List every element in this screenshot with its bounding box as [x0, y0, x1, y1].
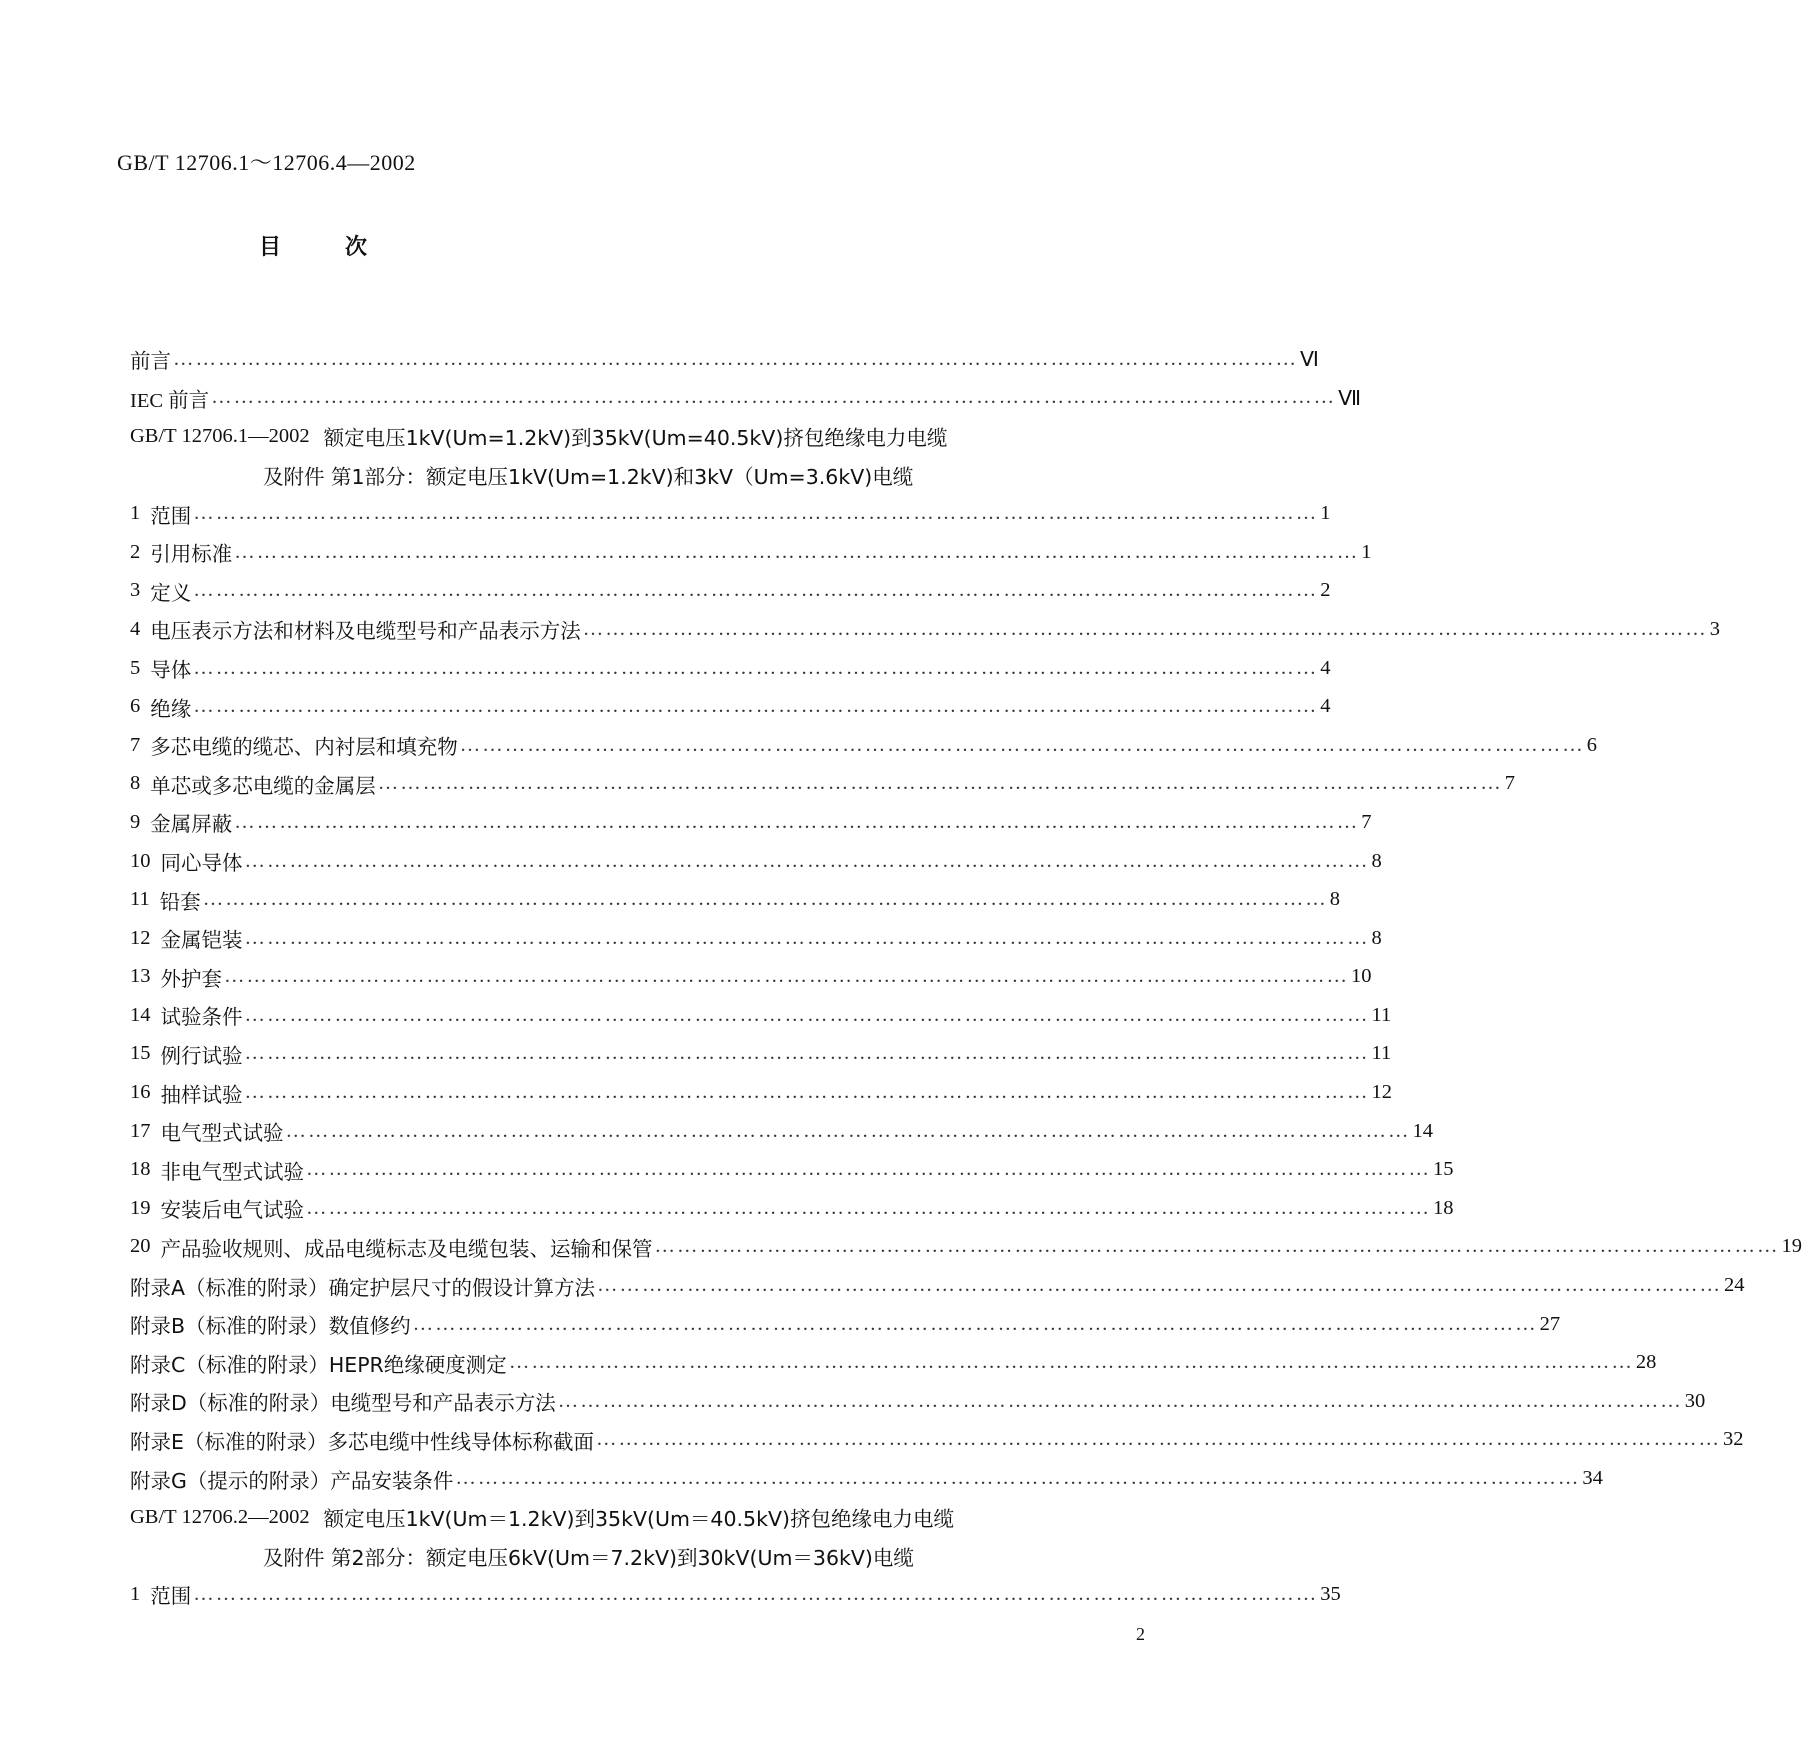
toc-entry-label: 铅套: [159, 889, 201, 914]
toc-entry[interactable]: [130, 1150, 1454, 1189]
toc-entry-number: 17: [130, 1119, 151, 1142]
toc-entry-number: 11: [130, 888, 150, 911]
toc-entry[interactable]: [130, 494, 1331, 533]
toc-entry-label: 产品验收规则、成品电缆标志及电缆包装、运输和保管: [160, 1236, 653, 1261]
toc-entry-label: 产品安装条件: [330, 1468, 454, 1493]
part2-standard-number: GB/T 12706.2—2002: [130, 1505, 310, 1528]
part1-subheading: [130, 456, 1120, 495]
toc-entry-number: 2: [130, 540, 141, 563]
toc-entry[interactable]: [130, 572, 1331, 611]
toc-entry-number: 5: [130, 656, 141, 679]
toc-entry-page: 18: [1433, 1196, 1454, 1219]
toc-entry-page: 15: [1433, 1158, 1454, 1181]
leader-dots: ……………………………………………………………………………………………………………………………………: [224, 965, 1349, 988]
toc-entry-number: 14: [130, 1003, 151, 1026]
part1-subtitle: 及附件 第1部分：额定电压1kV(Um=1.2kV)和3kV（Um=3.6kV)电缆: [263, 465, 914, 490]
toc-entry-page: 30: [1684, 1389, 1706, 1412]
leader-dots: ……………………………………………………………………………………………………………………………………: [244, 926, 1370, 949]
toc-entry-label: 引用标准: [150, 542, 233, 567]
toc-entry[interactable]: [130, 1575, 1341, 1614]
toc-entry-number: 18: [130, 1158, 151, 1181]
leader-dots: ……………………………………………………………………………………………………………………………………: [193, 695, 1319, 718]
toc-appendix-entry[interactable]: [130, 1343, 1657, 1382]
toc-entry-number: 1: [130, 1582, 141, 1605]
toc-entry-label: 多芯电缆中性线导体标称截面: [327, 1429, 594, 1454]
toc-entry-page: 3: [1709, 617, 1720, 640]
document-id: GB/T 12706.1～12706.4—2002: [117, 150, 416, 175]
toc-entry-page: 12: [1371, 1081, 1392, 1104]
toc-entry-page: 28: [1635, 1351, 1657, 1374]
toc-entry-label: HEPR绝缘硬度测定: [328, 1352, 507, 1377]
toc-title-char-2: 次: [345, 235, 368, 260]
toc-entry-page: 24: [1724, 1274, 1745, 1297]
toc-entry[interactable]: [130, 1112, 1433, 1151]
leader-dots: ……………………………………………………………………………………………………………………………………: [193, 1582, 1319, 1605]
toc-entry-page: 11: [1371, 1003, 1392, 1026]
part1-heading[interactable]: [130, 417, 1120, 456]
toc-entry-label: 前言: [130, 349, 171, 374]
leader-dots: ……………………………………………………………………………………………………………………………………: [193, 656, 1319, 679]
leader-dots: ……………………………………………………………………………………………………………………………………: [557, 1389, 1683, 1412]
toc-entry-page: 34: [1582, 1467, 1603, 1490]
toc-entry-label: 安装后电气试验: [160, 1198, 304, 1223]
toc-entry-page: 4: [1320, 695, 1331, 718]
toc-entry-page: 8: [1371, 926, 1382, 949]
toc-title-char-1: 目: [259, 235, 282, 260]
leader-dots: ……………………………………………………………………………………………………………………………………: [234, 540, 1360, 563]
toc-entry-label: 确定护层尺寸的假设计算方法: [328, 1275, 596, 1300]
appendix-prefix: 附录A（标准的附录）: [130, 1275, 329, 1300]
toc-entry-page: 19: [1781, 1235, 1802, 1258]
toc-entry[interactable]: [130, 687, 1331, 726]
toc-entry-page: Ⅶ: [1338, 385, 1362, 410]
appendix-prefix: 附录G（提示的附录）: [130, 1468, 331, 1493]
toc-entry[interactable]: [130, 880, 1340, 919]
leader-dots: ……………………………………………………………………………………………………………………………………: [202, 888, 1328, 911]
toc-entry[interactable]: [130, 1189, 1454, 1228]
leader-dots: ……………………………………………………………………………………………………………………………………: [244, 1042, 1370, 1065]
toc-entry-page: 4: [1320, 656, 1331, 679]
toc-entry[interactable]: [130, 1073, 1392, 1112]
toc-entry-label: 非电气型式试验: [160, 1159, 304, 1184]
page-number: 2: [1136, 1624, 1145, 1644]
toc-entry-number: 20: [130, 1235, 151, 1258]
toc-entry-page: Ⅵ: [1300, 347, 1319, 372]
leader-dots: ……………………………………………………………………………………………………………………………………: [654, 1235, 1780, 1258]
toc-entry-number: 4: [130, 617, 141, 640]
toc-appendix-entry[interactable]: [130, 1266, 1745, 1305]
leader-dots: ……………………………………………………………………………………………………………………………………: [244, 1003, 1370, 1026]
part2-subtitle: 及附件 第2部分：额定电压6kV(Um＝7.2kV)到30kV(Um＝36kV)电缆: [263, 1545, 914, 1570]
appendix-prefix: 附录B（标准的附录）: [130, 1314, 329, 1339]
toc-entry-label: 范围: [150, 1584, 192, 1609]
toc-entry-page: 1: [1361, 540, 1372, 563]
toc-entry-iec-preface[interactable]: [130, 379, 1362, 418]
toc-entry-label: 电气型式试验: [160, 1121, 284, 1146]
toc-entry-label: 金属铠装: [160, 928, 243, 953]
toc-entry[interactable]: [130, 958, 1372, 997]
toc-entry-page: 10: [1351, 965, 1372, 988]
toc-entry-label: 电缆型号和产品表示方法: [330, 1391, 556, 1416]
toc-entry-page: 8: [1371, 849, 1382, 872]
toc-entry-page: 1: [1320, 502, 1331, 525]
toc-entry-label: 同心导体: [160, 851, 243, 876]
toc-entry-page: 14: [1412, 1119, 1433, 1142]
leader-dots: ……………………………………………………………………………………………………………………………………: [597, 1274, 1723, 1297]
part2-heading[interactable]: [130, 1498, 1120, 1537]
toc-entry-preface[interactable]: [130, 340, 1319, 379]
leader-dots: ……………………………………………………………………………………………………………………………………: [193, 579, 1319, 602]
leader-dots: ……………………………………………………………………………………………………………………………………: [211, 386, 1337, 409]
toc-entry-label: 数值修约: [328, 1314, 411, 1339]
toc-appendix-entry[interactable]: [130, 1421, 1744, 1460]
leader-dots: ……………………………………………………………………………………………………………………………………: [244, 1081, 1370, 1104]
leader-dots: ……………………………………………………………………………………………………………………………………: [455, 1467, 1581, 1490]
toc-entry-number: 12: [130, 926, 151, 949]
leader-dots: ……………………………………………………………………………………………………………………………………: [173, 347, 1298, 370]
toc-entry-number: 16: [130, 1081, 151, 1104]
toc-appendix-entry[interactable]: [130, 1305, 1561, 1344]
toc-entry-label: 单芯或多芯电缆的金属层: [150, 773, 376, 798]
leader-dots: ……………………………………………………………………………………………………………………………………: [306, 1196, 1431, 1219]
leader-dots: ……………………………………………………………………………………………………………………………………: [459, 733, 1585, 756]
toc-entry-page: 27: [1539, 1312, 1561, 1335]
toc-entry[interactable]: [130, 919, 1382, 958]
toc-entry[interactable]: [130, 996, 1392, 1035]
part1-title: 额定电压1kV(Um=1.2kV)到35kV(Um=40.5kV)挤包绝缘电力电缆: [323, 426, 948, 451]
toc-entry-label: 例行试验: [160, 1043, 243, 1068]
toc-entry-number: 9: [130, 810, 141, 833]
toc-entry[interactable]: [130, 842, 1382, 881]
toc-entry[interactable]: [130, 1035, 1392, 1074]
toc-entry[interactable]: [130, 726, 1597, 765]
leader-dots: ……………………………………………………………………………………………………………………………………: [306, 1158, 1431, 1181]
part2-title: 额定电压1kV(Um＝1.2kV)到35kV(Um＝40.5kV)挤包绝缘电力电缆: [323, 1507, 954, 1532]
toc-entry-page: 7: [1361, 810, 1372, 833]
appendix-prefix: 附录C（标准的附录）: [130, 1352, 329, 1377]
leader-dots: ……………………………………………………………………………………………………………………………………: [234, 810, 1360, 833]
toc-entry-number: 10: [130, 849, 151, 872]
toc-title: [259, 230, 367, 261]
toc-entry-label: 导体: [150, 658, 192, 683]
toc-entry-label: 试验条件: [160, 1005, 243, 1030]
toc-entry-label: 抽样试验: [160, 1082, 243, 1107]
toc-entry-label: 电压表示方法和材料及电缆型号和产品表示方法: [150, 619, 581, 644]
leader-dots: ……………………………………………………………………………………………………………………………………: [285, 1119, 1411, 1142]
toc-entry-page: 32: [1722, 1428, 1744, 1451]
toc-entry-page: 2: [1320, 579, 1331, 602]
toc-entry[interactable]: [130, 533, 1372, 572]
toc-entry-number: 6: [130, 695, 141, 718]
table-of-contents: [130, 340, 1802, 1614]
leader-dots: ……………………………………………………………………………………………………………………………………: [193, 502, 1319, 525]
toc-entry[interactable]: [130, 1228, 1802, 1267]
toc-entry-number: 3: [130, 579, 141, 602]
leader-dots: ……………………………………………………………………………………………………………………………………: [582, 617, 1708, 640]
toc-entry[interactable]: [130, 765, 1515, 804]
toc-entry-number: 8: [130, 772, 141, 795]
appendix-prefix: 附录E（标准的附录）: [130, 1429, 328, 1454]
toc-entry-label: 绝缘: [150, 696, 192, 721]
toc-entry-number: 19: [130, 1196, 151, 1219]
leader-dots: ……………………………………………………………………………………………………………………………………: [244, 849, 1370, 872]
toc-entry-label: 金属屏蔽: [150, 812, 233, 837]
toc-entry-page: 7: [1504, 772, 1515, 795]
part2-subheading: [130, 1536, 1120, 1575]
toc-appendix-entry[interactable]: [130, 1459, 1603, 1498]
toc-entry-page: 11: [1371, 1042, 1392, 1065]
toc-entry-number: 7: [130, 733, 141, 756]
toc-entry-label: IEC 前言: [130, 389, 210, 412]
toc-entry-page: 35: [1320, 1582, 1341, 1605]
part1-standard-number: GB/T 12706.1—2002: [130, 424, 310, 447]
toc-entry-label: 外护套: [160, 966, 222, 991]
leader-dots: ……………………………………………………………………………………………………………………………………: [595, 1428, 1721, 1451]
toc-entry-number: 13: [130, 965, 151, 988]
toc-entry-label: 范围: [150, 503, 192, 528]
toc-entry-page: 8: [1329, 888, 1340, 911]
toc-entry[interactable]: [130, 649, 1331, 688]
toc-entry-label: 定义: [150, 580, 192, 605]
appendix-prefix: 附录D（标准的附录）: [130, 1391, 331, 1416]
toc-appendix-entry[interactable]: [130, 1382, 1706, 1421]
toc-entry-page: 6: [1586, 733, 1597, 756]
leader-dots: ……………………………………………………………………………………………………………………………………: [377, 772, 1503, 795]
leader-dots: ……………………………………………………………………………………………………………………………………: [508, 1351, 1634, 1374]
toc-entry-label: 多芯电缆的缆芯、内衬层和填充物: [150, 735, 458, 760]
toc-entry[interactable]: [130, 610, 1720, 649]
toc-entry-number: 15: [130, 1042, 151, 1065]
toc-entry[interactable]: [130, 803, 1372, 842]
leader-dots: ……………………………………………………………………………………………………………………………………: [412, 1312, 1538, 1335]
toc-entry-number: 1: [130, 502, 141, 525]
